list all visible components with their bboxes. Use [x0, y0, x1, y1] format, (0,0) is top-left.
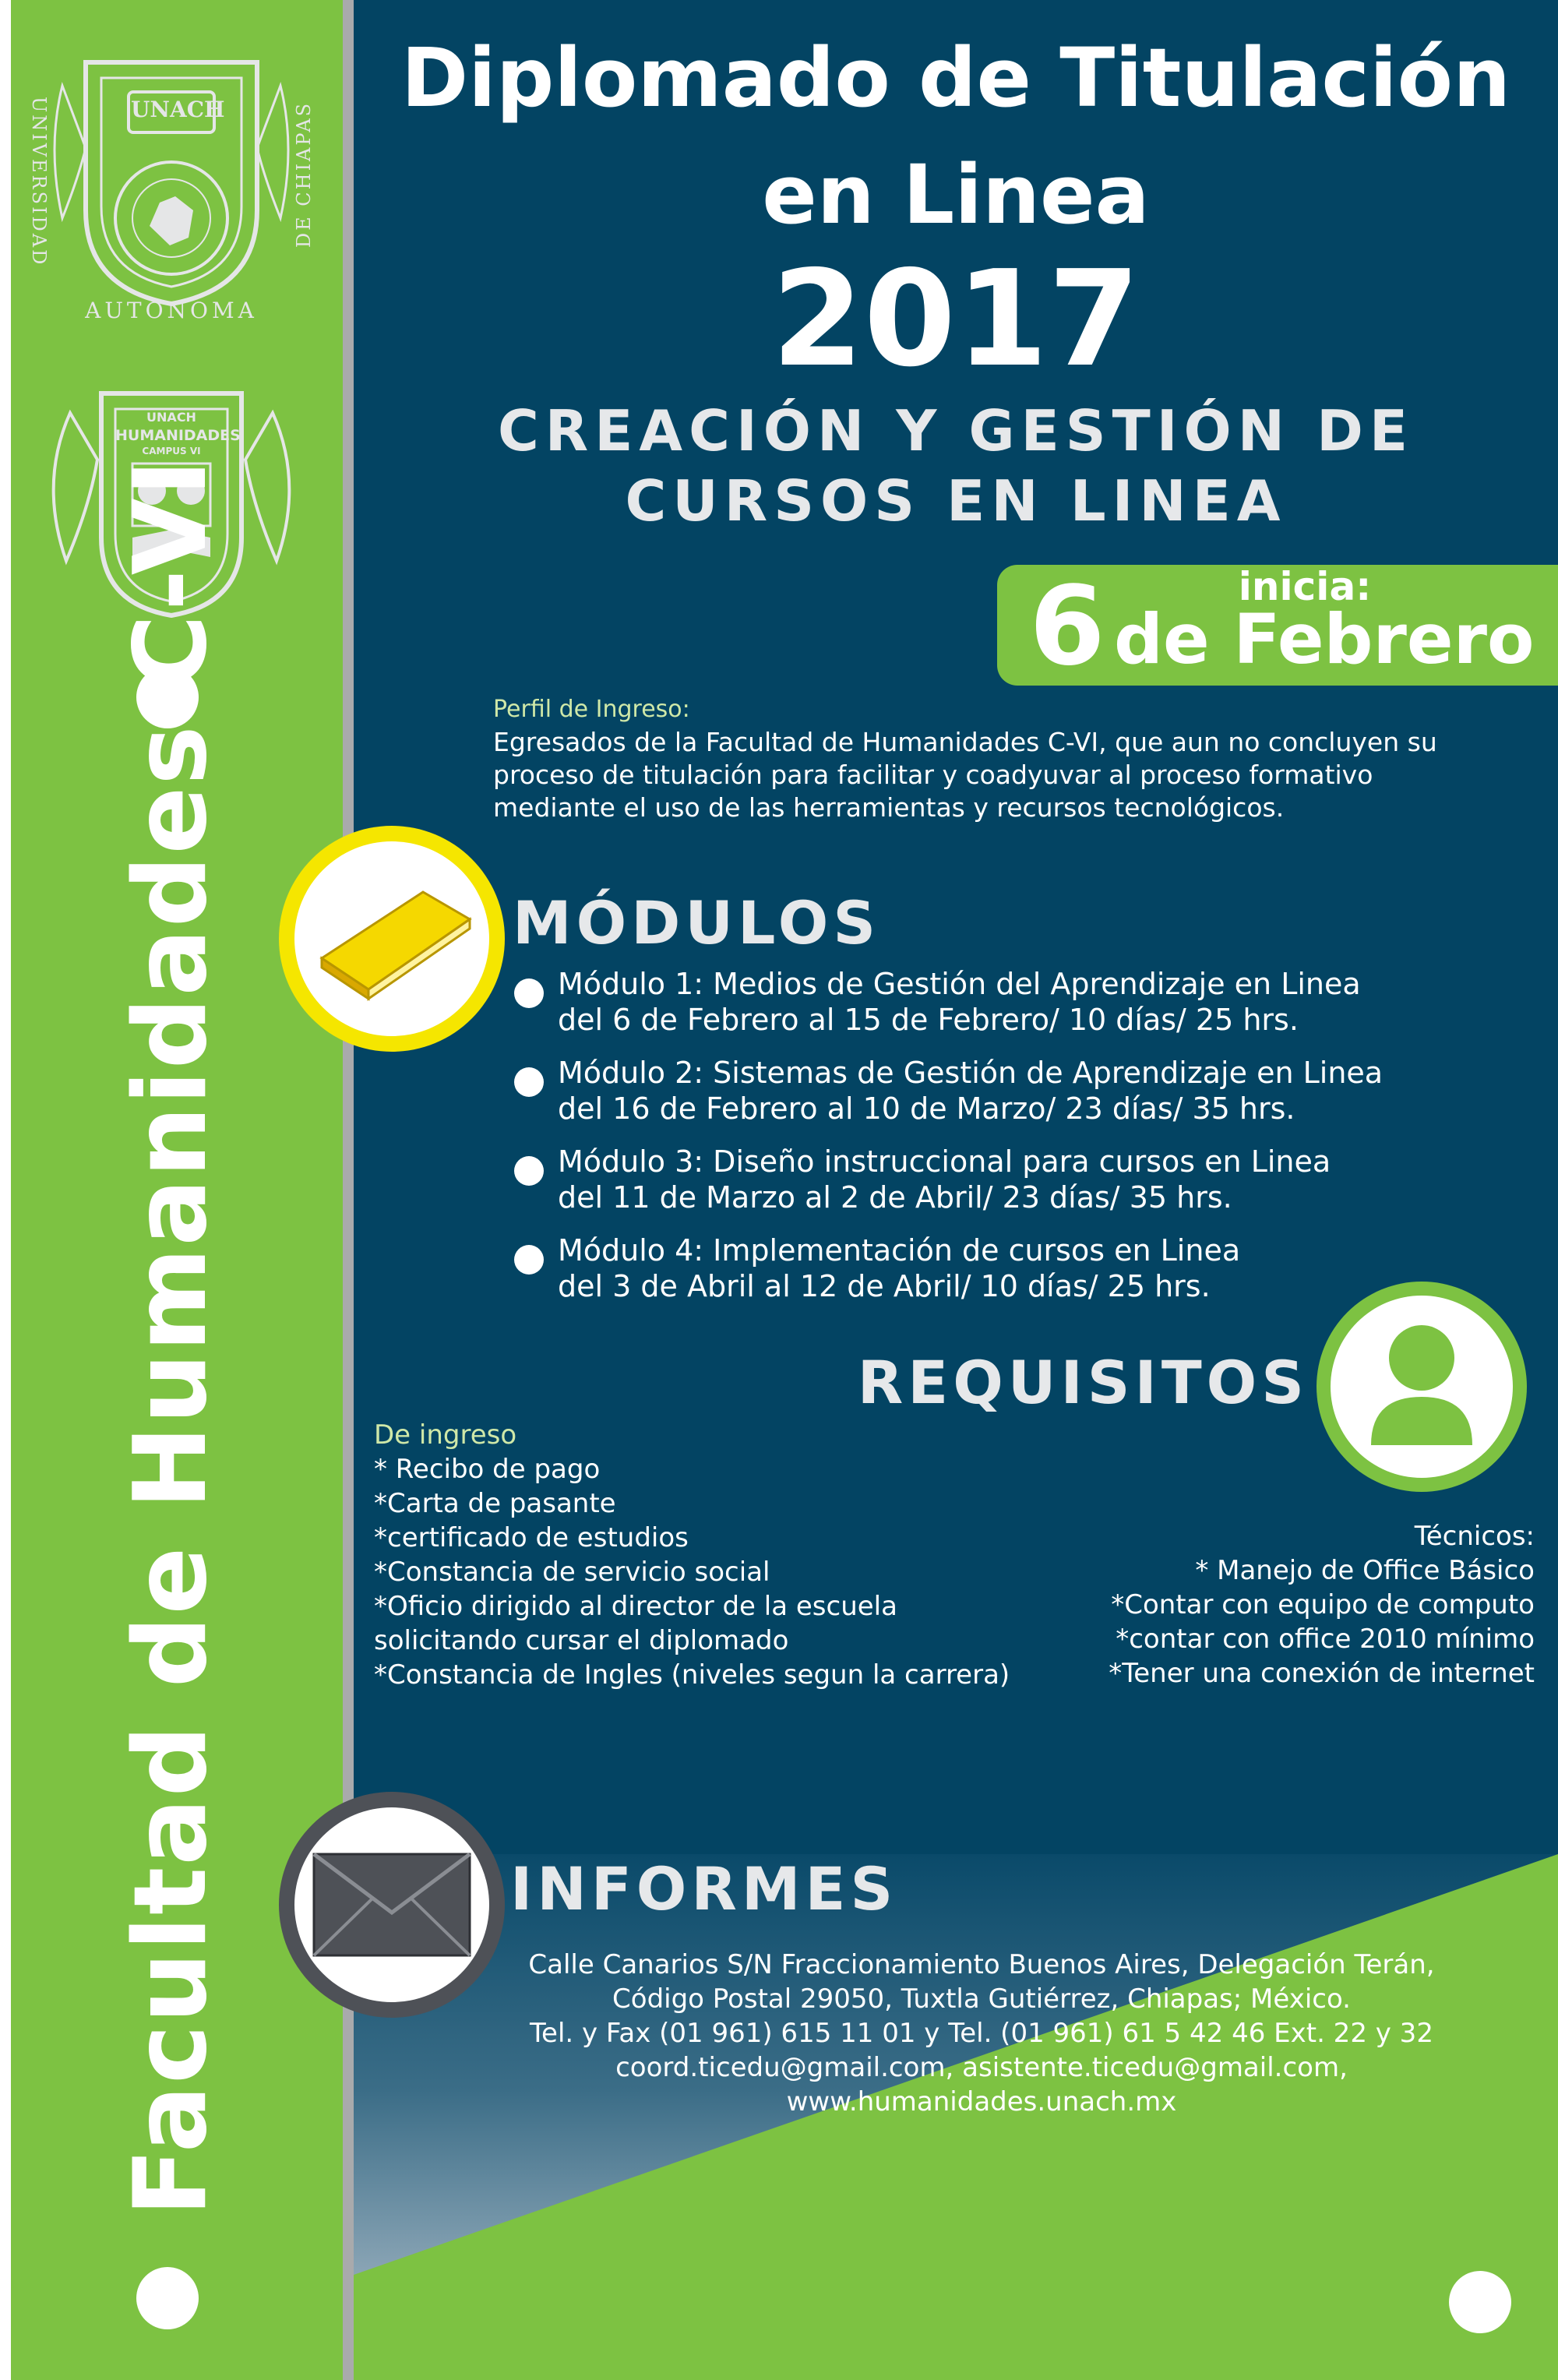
module-detail: del 6 de Febrero al 15 de Febrero/ 10 días/ 25 hrs. [558, 1003, 1299, 1037]
page-title-line1: Diplomado de Titulación [400, 30, 1511, 125]
contact-website-link[interactable]: www.humanidades.unach.mx [786, 2086, 1177, 2117]
profile-line: mediante el uso de las herramientas y recursos tecnológicos. [493, 792, 1285, 823]
modules-list [514, 966, 1527, 1304]
start-date-badge [997, 563, 1558, 690]
module-detail: del 3 de Abril al 12 de Abril/ 10 días/ 25 hrs. [558, 1269, 1211, 1303]
contact-emails[interactable]: coord.ticedu@gmail.com, asistente.ticedu@gmail.com, [615, 2052, 1348, 2083]
book-icon [306, 873, 478, 1005]
user-icon-inner [1331, 1296, 1513, 1478]
profile-heading: Perfil de Ingreso: [493, 696, 690, 723]
module-title: Módulo 2: Sistemas de Gestión de Aprendizaje en Linea [558, 1056, 1384, 1090]
profile-line: proceso de titulación para facilitar y coadyuvar al proceso formativo [493, 760, 1373, 790]
module-title: Módulo 3: Diseño instruccional para cursos en Linea [558, 1144, 1331, 1179]
start-month: de Febrero [1114, 599, 1535, 679]
logo2-line1: UNACH [146, 410, 196, 425]
ingreso-item: * Recibo de pago [374, 1454, 601, 1485]
bullet-icon [514, 978, 544, 1008]
unach-logo [16, 55, 327, 335]
profile-line: Egresados de la Facultad de Humanidades C-VI, que aun no concluyen su [493, 727, 1437, 757]
start-label: inicia: [1238, 564, 1372, 609]
modules-heading: MÓDULOS [513, 888, 881, 957]
contact-block [467, 1948, 1496, 2119]
tecnicos-item: *Tener una conexión de internet [1109, 1658, 1535, 1689]
profile-section [493, 693, 1506, 824]
ingreso-item: *Oficio dirigido al director de la escuela [374, 1591, 897, 1622]
logo-bottom-text: AUTONOMA [85, 298, 258, 323]
ingreso-item: *Carta de pasante [374, 1488, 616, 1519]
envelope-icon [310, 1850, 474, 1959]
contact-heading: INFORMES [510, 1854, 898, 1923]
requirements-heading: REQUISITOS [857, 1348, 1309, 1417]
ingreso-heading: De ingreso [374, 1419, 517, 1451]
book-icon-inner [294, 841, 489, 1036]
module-title: Módulo 1: Medios de Gestión del Aprendizaje en Linea [558, 967, 1361, 1001]
module-item [514, 966, 1527, 1038]
module-item [514, 1144, 1527, 1215]
sidebar-dot-bottom [136, 2267, 199, 2329]
bullet-icon [514, 1156, 544, 1186]
bullet-icon [514, 1067, 544, 1097]
contact-line: Calle Canarios S/N Fraccionamiento Buenos Aires, Delegación Terán, [528, 1949, 1435, 1980]
contact-line: Tel. y Fax (01 961) 615 11 01 y Tel. (01 961) 61 5 42 46 Ext. 22 y 32 [530, 2018, 1433, 2049]
vertical-title: Facultad de Humanidades C-VI [113, 457, 229, 2216]
requirements-ingreso [374, 1418, 1075, 1692]
user-icon-circle [1317, 1282, 1527, 1492]
ingreso-item: *Constancia de servicio social [374, 1557, 770, 1588]
logo2-line2: HUMANIDADES [115, 427, 241, 444]
ingreso-item: *certificado de estudios [374, 1522, 689, 1553]
logo-right-text: DE CHIAPAS [293, 100, 315, 249]
logo2-line3: CAMPUS VI [142, 446, 201, 457]
module-title: Módulo 4: Implementación de cursos en Linea [558, 1233, 1241, 1268]
subtitle-line1: CREACIÓN Y GESTIÓN DE [497, 398, 1415, 464]
bullet-icon [514, 1245, 544, 1275]
logo-left-text: UNIVERSIDAD [28, 97, 50, 267]
module-detail: del 16 de Febrero al 10 de Marzo/ 23 días/ 35 hrs. [558, 1091, 1295, 1126]
module-item [514, 1055, 1527, 1127]
vertical-title-wrap [105, 457, 238, 2216]
envelope-icon-inner [294, 1807, 489, 2002]
user-icon [1363, 1320, 1480, 1453]
sidebar-divider [343, 0, 354, 2380]
page-year: 2017 [771, 242, 1140, 397]
module-detail: del 11 de Marzo al 2 de Abril/ 23 días/ 35 hrs. [558, 1180, 1232, 1215]
page-title-line2: en Linea [762, 147, 1150, 242]
tecnicos-item: *Contar con equipo de computo [1111, 1589, 1535, 1620]
logo-badge-text: UNACH [131, 97, 225, 122]
tecnicos-item: *contar con office 2010 mínimo [1116, 1624, 1535, 1655]
ingreso-item: solicitando cursar el diplomado [374, 1625, 789, 1656]
requirements-tecnicos [1036, 1519, 1535, 1691]
start-day: 6 [1029, 563, 1105, 690]
contact-line: Código Postal 29050, Tuxtla Gutiérrez, Chiapas; México. [612, 1983, 1351, 2015]
tecnicos-item: * Manejo de Office Básico [1195, 1555, 1535, 1586]
book-icon-circle [279, 826, 505, 1052]
corner-dot [1449, 2271, 1511, 2333]
ingreso-item: *Constancia de Ingles (niveles segun la carrera) [374, 1659, 1010, 1691]
tecnicos-heading: Técnicos: [1414, 1521, 1535, 1552]
subtitle-line2: CURSOS EN LINEA [625, 468, 1287, 534]
